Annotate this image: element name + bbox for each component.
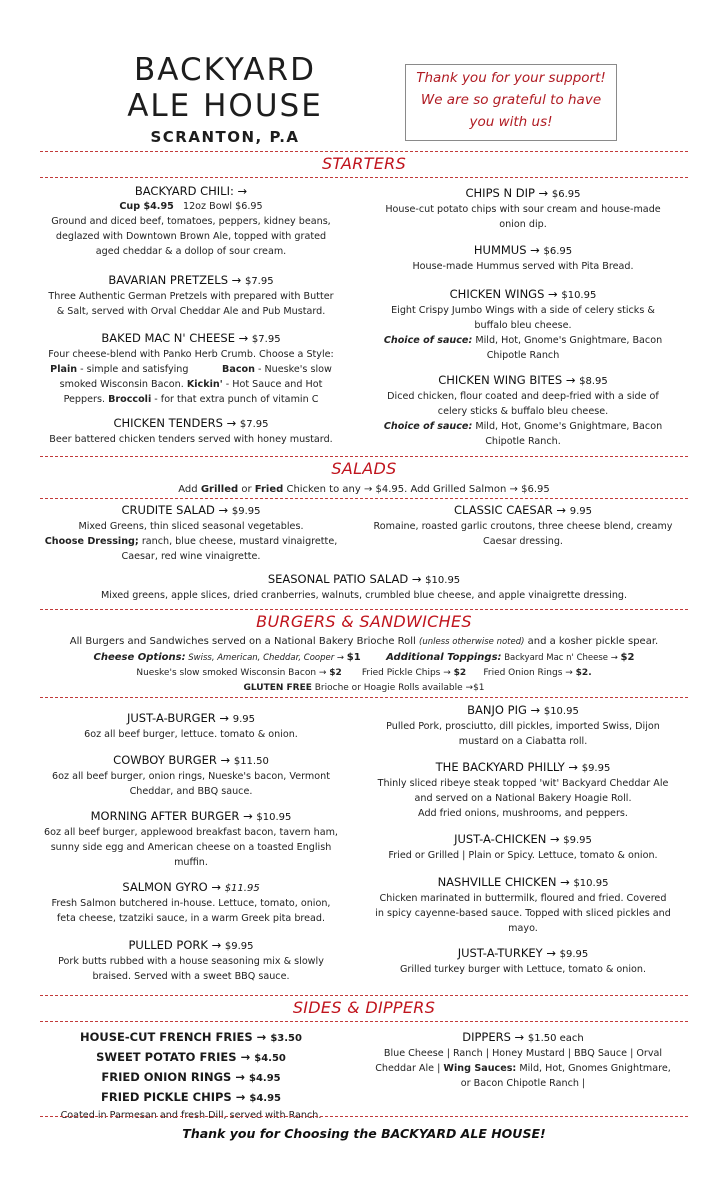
item-price: $6.95 [543,246,573,257]
item-desc: Ground and diced beef, tomatoes, peppers, kidney beans, [51,216,331,227]
item-desc: Three Authentic German Pretzels with prepared with Butter [48,291,334,302]
item-desc: mustard on a Ciabatta roll. [458,736,588,747]
item-desc: Cheddar, and BBQ sauce. [129,786,253,797]
item-desc: Mixed greens, apple slices, dried cranberries, walnuts, crumbled blue cheese, and apple vinaigrette dressing. [100,590,628,601]
menu-item-baked-mac [40,331,342,407]
divider [40,498,688,499]
item-name: PULLED PORK → [128,938,222,952]
item-name: BAVARIAN PRETZELS → [108,273,242,287]
gluten-free-line: GLUTEN FREE Brioche or Hoagie Rolls available →$1 [243,683,485,693]
item-price: $6.95 [551,189,581,200]
item-desc: 6oz all beef burger, onion rings, Nueske's bacon, Vermont [52,771,330,782]
item-name: CHIPS N DIP → [465,186,549,200]
thank-you-box [405,64,617,141]
item-desc: Chipotle Ranch [486,350,560,361]
item-name: SALMON GYRO → [122,880,222,894]
item-price: $11.95 [224,883,260,894]
menu-item-hummus [372,243,674,274]
item-name: CHICKEN WING BITES → [438,373,576,387]
item-name: THE BACKYARD PHILLY → [435,760,579,774]
item-name: COWBOY BURGER → [113,753,231,767]
item-name: CHICKEN WINGS → [449,287,558,301]
sides-list [40,1028,342,1123]
salad-addon-note: Add Grilled or Fried Chicken to any → $4.95. Add Grilled Salmon → $6.95 [178,484,550,495]
item-desc: Chipotle Ranch. [485,436,561,447]
restaurant-logo [70,52,380,148]
menu-item-pulled-pork [40,938,342,984]
item-desc: 6oz all beef burger, lettuce. tomato & onion. [84,729,298,740]
item-desc: Caesar, red wine vinaigrette. [121,551,261,562]
section-title-burgers: BURGERS & SANDWICHES [256,612,472,631]
item-price: $9.95 [231,506,261,517]
menu-item-just-a-burger [40,711,342,742]
item-desc: Chicken marinated in buttermilk, floured and fried. Covered [379,893,667,904]
item-desc: braised. Served with a sweet BBQ sauce. [92,971,290,982]
menu-item-backyard-philly [372,760,674,821]
toppings-line-2: Nueske's slow smoked Wisconsin Bacon → $2 Fried Pickle Chips → $2 Fried Onion Rings → $2. [136,668,592,678]
item-price: $9.95 [581,763,611,774]
divider [40,456,688,457]
item-desc: muffin. [174,857,208,868]
item-desc: Blue Cheese | Ranch | Honey Mustard | BBQ Sauce | Orval [383,1048,663,1059]
item-name: BANJO PIG → [467,703,541,717]
item-desc: sunny side egg and American cheese on a toasted English [50,842,332,853]
section-title-starters: STARTERS [321,154,407,173]
divider [40,151,688,152]
item-price: $10.95 [543,706,579,717]
item-name: MORNING AFTER BURGER → [90,809,253,823]
item-price: $10.95 [256,812,292,823]
item-desc: and served on a National Bakery Hoagie Roll. [414,793,632,804]
menu-item-bavarian-pretzels [40,273,342,319]
item-desc: House-cut potato chips with sour cream and house-made [385,204,661,215]
menu-item-salmon-gyro [40,880,342,926]
item-name: JUST-A-BURGER → [126,711,230,725]
item-name: SEASONAL PATIO SALAD → [267,572,422,586]
side-item-sweet-potato-fries: SWEET POTATO FRIES → $4.50 [96,1050,286,1064]
divider [40,995,688,996]
pickle-chips-desc: Coated in Parmesan and fresh Dill, served with Ranch. [60,1110,322,1121]
item-desc: or Bacon Chipotle Ranch | [460,1078,586,1089]
item-price: $7.95 [239,419,269,430]
menu-item-chicken-wing-bites [372,373,674,449]
side-item-french-fries: HOUSE-CUT FRENCH FRIES → $3.50 [80,1030,302,1044]
item-price: $10.95 [561,290,597,301]
item-desc: feta cheese, tzatziki sauce, in a warm Greek pita bread. [56,913,326,924]
item-name: HUMMUS → [473,243,540,257]
chili-cup-price: Cup $4.95 [119,201,174,212]
item-desc: Fried or Grilled | Plain or Spicy. Lettuce, tomato & onion. [388,850,658,861]
menu-item-nashville-chicken [372,875,674,936]
section-title-sides: SIDES & DIPPERS [292,998,436,1017]
item-desc: deglazed with Downtown Brown Ale, topped with grated [55,231,327,242]
item-desc: Four cheese-blend with Panko Herb Crumb. Choose a Style: [48,349,334,360]
item-desc: Choose Dressing; ranch, blue cheese, mustard vinaigrette, [44,536,338,547]
item-desc: Diced chicken, flour coated and deep-fried with a side of [387,391,659,402]
cheese-toppings-line: Cheese Options: Swiss, American, Cheddar, Cooper → $1 Additional Toppings: Backyard Mac n' Cheese → $2 [93,652,635,663]
item-price: $9.95 [559,949,589,960]
menu-item-cowboy-burger [40,753,342,799]
item-desc: Choice of sauce: Mild, Hot, Gnome's Gnightmare, Bacon [383,335,663,346]
thanks-line-3: you with us! [469,114,553,130]
menu-item-crudite-salad [40,503,342,564]
item-desc: Peppers. Broccoli - for that extra punch of vitamin C [63,394,319,405]
item-price: $11.50 [233,756,269,767]
item-name: CRUDITE SALAD → [121,503,229,517]
item-price: 9.95 [232,714,255,725]
item-name: CLASSIC CAESAR → [454,503,567,517]
menu-item-banjo-pig [372,703,674,749]
logo-line-location: SCRANTON, P.A [150,128,300,146]
item-desc: Cheddar Ale | Wing Sauces: Mild, Hot, Gnomes Gnightmare, [375,1063,671,1074]
menu-item-backyard-chili [40,184,342,259]
divider [40,1116,688,1117]
item-desc: Beer battered chicken tenders served with honey mustard. [49,434,333,445]
menu-item-seasonal-patio-salad [40,572,688,603]
item-desc: celery sticks & buffalo bleu cheese. [437,406,609,417]
side-item-onion-rings: FRIED ONION RINGS → $4.95 [101,1070,281,1084]
menu-item-dippers [372,1030,674,1091]
menu-item-just-a-chicken [372,832,674,863]
logo-line-ale-house: ALE HOUSE [127,88,323,124]
divider [40,609,688,610]
thanks-line-2: We are so grateful to have [420,92,602,108]
menu-item-classic-caesar [372,503,674,549]
thanks-line-1: Thank you for your support! [416,70,606,86]
item-price: $10.95 [573,878,609,889]
item-desc: onion dip. [499,219,547,230]
menu-item-chips-n-dip [372,186,674,232]
item-desc: Mixed Greens, thin sliced seasonal vegetables. [78,521,304,532]
chili-bowl-price: 12oz Bowl $6.95 [182,201,263,212]
item-desc: Fresh Salmon butchered in-house. Lettuce, tomato, onion, [51,898,331,909]
side-item-pickle-chips: FRIED PICKLE CHIPS → $4.95 [101,1090,281,1104]
burger-intro-notes [40,634,688,696]
item-name: JUST-A-TURKEY → [457,946,556,960]
menu-item-just-a-turkey [372,946,674,977]
footer-thank-you: Thank you for Choosing the BACKYARD ALE HOUSE! [182,1126,546,1141]
divider [40,1021,688,1022]
item-name: BAKED MAC N' CHEESE → [101,331,249,345]
item-desc: Pork butts rubbed with a house seasoning mix & slowly [58,956,324,967]
item-desc: Add fried onions, mushrooms, and peppers. [418,808,628,819]
item-desc: Thinly sliced ribeye steak topped 'wit' Backyard Cheddar Ale [377,778,669,789]
divider [40,177,688,178]
item-name: CHICKEN TENDERS → [113,416,237,430]
item-desc: Caesar dressing. [483,536,563,547]
item-price: 9.95 [569,506,592,517]
item-desc: Pulled Pork, prosciutto, dill pickles, imported Swiss, Dijon [386,721,660,732]
item-price: $9.95 [224,941,254,952]
divider [40,697,688,698]
item-name: JUST-A-CHICKEN → [454,832,560,846]
section-title-salads: SALADS [331,459,397,478]
item-price: $9.95 [563,835,592,846]
item-price: $7.95 [244,276,274,287]
item-name: DIPPERS → [462,1030,525,1044]
item-price: $1.50 each [527,1033,584,1044]
item-price: $8.95 [579,376,608,387]
item-desc: & Salt, served with Orval Cheddar Ale and Pub Mustard. [56,306,326,317]
menu-item-chicken-wings [372,287,674,363]
item-desc: Eight Crispy Jumbo Wings with a side of celery sticks & [391,305,655,316]
item-desc: Choice of sauce: Mild, Hot, Gnome's Gnightmare, Bacon [383,421,663,432]
item-price: $10.95 [425,575,461,586]
menu-item-morning-after-burger [40,809,342,870]
item-name: NASHVILLE CHICKEN → [437,875,570,889]
item-desc: buffalo bleu cheese. [474,320,572,331]
logo-line-backyard: BACKYARD [134,52,316,88]
item-desc: House-made Hummus served with Pita Bread. [412,261,634,272]
item-desc: aged cheddar & a dollop of sour cream. [95,246,287,257]
item-desc: 6oz all beef burger, applewood breakfast bacon, tavern ham, [44,827,338,838]
item-desc: Grilled turkey burger with Lettuce, tomato & onion. [399,964,647,975]
item-name: BACKYARD CHILI: → [134,184,248,198]
item-desc: mayo. [508,923,538,934]
item-desc: Romaine, roasted garlic croutons, three cheese blend, creamy [373,521,673,532]
menu-item-chicken-tenders [40,416,342,447]
item-price: $7.95 [251,334,281,345]
item-desc: in spicy cayenne-based sauce. Topped with sliced pickles and [375,908,671,919]
item-desc: smoked Wisconsin Bacon. Kickin' - Hot Sauce and Hot [59,379,323,390]
item-desc: Plain - simple and satisfying Bacon - Nueske's slow [50,364,332,375]
burger-intro: All Burgers and Sandwiches served on a National Bakery Brioche Roll (unless otherwise noted) and a kosher pickle spear. [69,636,659,647]
